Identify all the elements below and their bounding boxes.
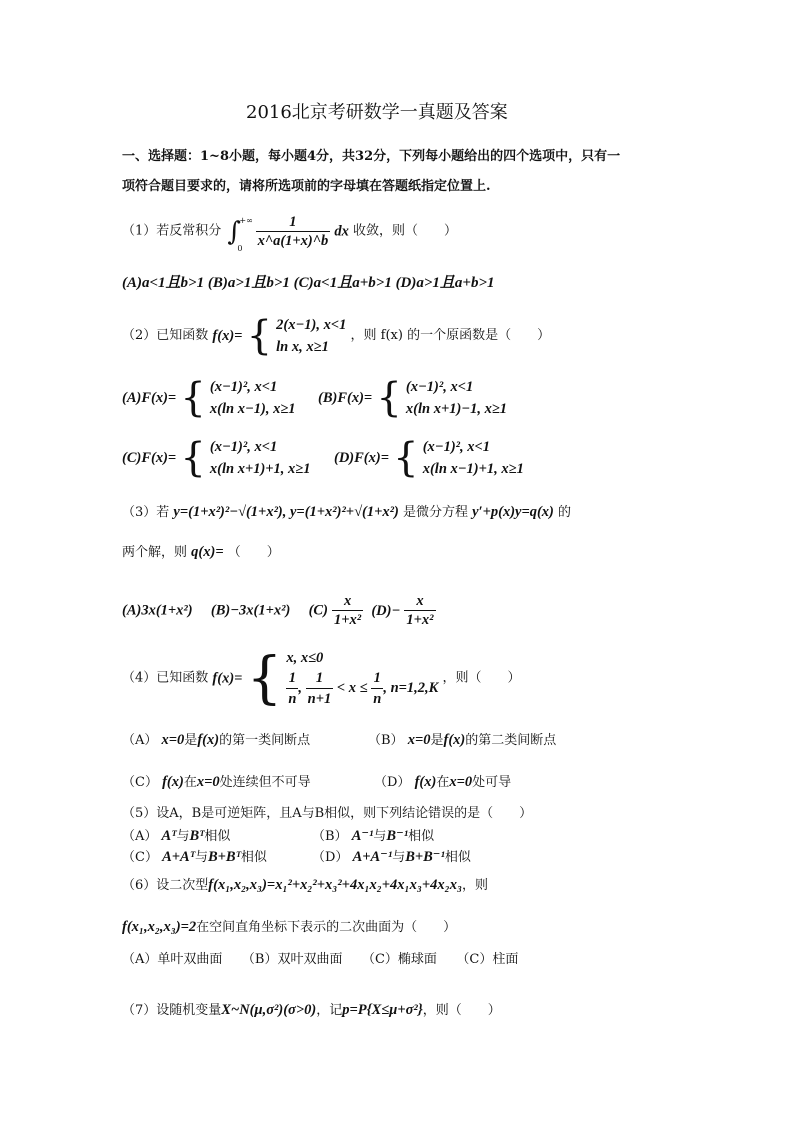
q5-optB-b: 相似 [408,829,435,844]
q3-line2-a: 两个解，则 [122,545,188,560]
q4-optA-m: x=0 [161,732,185,748]
q3-optC-frac [332,592,363,629]
q4-comma: , [298,679,303,696]
q2-case-2: ln x, x≥1 [276,339,329,355]
q4-tail: , n=1,2,K [383,679,439,696]
q4-optC-a: 在 [183,775,197,790]
q4-optB-f: f(x) [443,732,466,748]
q4-lt: < x ≤ [336,679,368,696]
q3-line2-c: （ ） [227,545,280,560]
section-header-line1: 一、选择题：1~8小题，每小题4分，共32分，下列每小题给出的四个选项中，只有一 [122,149,621,164]
q2-optB-cases [406,376,507,420]
q6-line2-text: 在空间直角坐标下表示的二次曲面为（ ） [196,920,457,935]
q4-suffix: ，则（ ） [442,670,521,686]
question-2-stem [122,314,550,362]
q1-dx: dx [334,223,349,240]
q2-optC-brace: { [180,435,206,481]
q3-line2-b: q(x)= [191,544,224,560]
q4-frac1-num: 1 [286,668,298,689]
q4-case-1: x, x≤0 [286,650,324,666]
q5-optC-m2: B+Bᵀ [207,849,241,865]
q2-optD-cases [423,436,524,480]
q2-f-lhs: f(x)= [212,328,243,344]
q2-prefix: （2）已知函数 [122,328,209,343]
q5-optD-label: （D） [312,850,349,865]
q5-optC-a: 与 [194,850,208,865]
q2-brace: { [246,313,273,359]
q5-optC-m1: A+Aᵀ [162,849,195,865]
q2-optB-label: (B)F(x)= [318,390,373,406]
q6-line2-m: f(x₁,x₂,x₃)=2 [122,919,197,935]
question-6-stem [122,876,488,895]
q4-optB-b: 的第二类间断点 [465,733,557,748]
q3-de: y′+p(x)y=q(x) [472,504,554,520]
q2-cases [276,314,346,358]
q1-prefix: （1）若反常积分 [122,223,222,239]
page-title: 2016北京考研数学一真题及答案 [246,102,508,123]
q3-mid: 是微分方程 [402,505,468,520]
q2-optA-label: (A)F(x)= [122,390,177,406]
q4-optD-f: f(x) [414,774,437,790]
q4-optA-a: 是 [184,733,198,748]
q5-optB-m1: A⁻¹ [351,828,374,844]
q3-optD-num: x [404,592,435,611]
q2-suffix: ，则 f(x) 的一个原函数是（ ） [350,328,551,343]
q4-optC-f: f(x) [162,774,184,790]
question-1-options: (A)a<1且b>1 (B)a>1且b>1 (C)a<1且a+b>1 (D)a>1且a+b>1 [122,275,495,291]
q2-optD-case-2: x(ln x−1)+1, x≥1 [422,461,524,477]
q4-optA-f: f(x) [197,732,220,748]
q4-frac1-den: n [288,691,297,707]
question-6-options: （A）单叶双曲面 （B）双叶双曲面 （C）椭球面 （C）柱面 [122,952,519,967]
q4-optB-label: （B） [368,733,404,748]
q3-optD-label: (D)− [371,602,401,619]
q1-frac-den: x^a(1+x)^b [257,233,329,249]
q7-m1: X~N(μ,σ²)(σ>0) [221,1002,317,1018]
q5-optA-m1: Aᵀ [161,828,177,844]
q2-optA-cases [210,376,296,420]
q5-optA-a: 与 [176,829,190,844]
q2-optA-brace: { [180,375,206,421]
q2-optD-case-1: (x−1)², x<1 [422,439,491,455]
q2-optC-case-2: x(ln x+1)+1, x≥1 [209,461,311,477]
q5-optD-b: 相似 [444,850,471,865]
q4-option-c [122,773,311,792]
section-header-line2: 项符合题目要求的，请将所选项前的字母填在答题纸指定位置上. [122,179,491,194]
q3-optD-den: 1+x² [406,612,434,628]
q5-optC-label: （C） [122,850,158,865]
q3-prefix: （3）若 [122,505,170,520]
question-1-stem [122,213,457,253]
q3-optC-den: 1+x² [334,612,362,628]
question-3-options [122,592,436,632]
q4-case-2 [286,668,438,709]
q4-optD-m: x=0 [449,774,473,790]
q5-optA-b: 相似 [204,829,231,844]
q2-optB-brace: { [376,375,402,421]
q4-optC-label: （C） [122,775,158,790]
q5-option-d [312,848,471,867]
q3-optD-frac [404,592,435,629]
q4-f-lhs: f(x)= [212,670,243,687]
q2-option-a [122,376,296,422]
q1-suffix: 收敛，则（ ） [353,223,458,239]
integral-upper: +∞ [239,215,253,225]
q5-option-c [122,848,267,867]
q1-frac-num: 1 [256,213,331,232]
q2-optC-cases [210,436,311,480]
q4-prefix: （4）已知函数 [122,670,209,686]
question-4-stem [122,645,521,711]
question-3-line2 [122,543,280,562]
q2-option-b [318,376,507,422]
q7-m2: p=P{X≤μ+σ²} [342,1002,423,1018]
q4-optB-m: x=0 [407,732,431,748]
q4-optD-label: （D） [374,775,411,790]
question-3-stem [122,503,571,522]
q2-optB-case-2: x(ln x+1)−1, x≥1 [405,401,508,417]
question-7-stem [122,1001,501,1020]
q4-cases [286,648,438,709]
question-5-stem: （5）设A，B是可逆矩阵，且A与B相似，则下列结论错误的是（ ） [122,806,533,821]
q5-optC-b: 相似 [240,850,267,865]
q2-optC-case-1: (x−1)², x<1 [209,439,278,455]
q5-optD-m2: B+B⁻¹ [405,849,445,865]
q7-prefix: （7）设随机变量 [122,1003,222,1018]
q4-optA-b: 的第一类间断点 [219,733,311,748]
q4-optC-b: 处连续但不可导 [219,775,311,790]
q2-optA-case-2: x(ln x−1), x≥1 [209,401,296,417]
q3-end: 的 [558,505,572,520]
q4-frac2-den: n+1 [307,691,332,707]
q4-optD-b: 处可导 [472,775,512,790]
q3-eq: y=(1+x²)²−√(1+x²), y=(1+x²)²+√(1+x²) [173,504,399,520]
q5-optB-a: 与 [373,829,387,844]
q4-option-d [374,773,511,792]
q5-optA-label: （A） [122,829,158,844]
q7-suffix: ，则（ ） [422,1003,501,1018]
q7-mid: ，记 [316,1003,343,1018]
q3-optB: (B)−3x(1+x²) [210,602,291,619]
q4-frac2-num: 1 [306,668,334,689]
q4-option-a [122,731,310,750]
q6-prefix: （6）设二次型 [122,878,209,893]
q6-suffix: ，则 [462,878,489,893]
q5-optD-m1: A+A⁻¹ [352,849,393,865]
q4-option-b [368,731,556,750]
q5-option-b [312,827,434,846]
q2-optB-case-1: (x−1)², x<1 [405,379,474,395]
q2-case-1: 2(x−1), x<1 [276,317,347,333]
q1-fraction [256,213,331,250]
q4-optD-a: 在 [436,775,450,790]
q4-brace: { [246,645,283,711]
q2-option-c [122,436,311,482]
question-6-line2 [122,918,456,937]
q4-frac3-num: 1 [371,668,383,689]
q5-optD-a: 与 [392,850,406,865]
q4-optC-m: x=0 [196,774,220,790]
q2-optC-label: (C)F(x)= [122,450,177,466]
q6-form: f(x₁,x₂,x₃)=x₁²+x₂²+x₃²+4x₁x₂+4x₁x₃+4x₂x₃ [208,877,463,893]
q2-optD-brace: { [393,435,419,481]
q4-optB-a: 是 [430,733,444,748]
integral-sign: ∫ +∞ 0 [225,216,251,248]
q2-optA-case-1: (x−1)², x<1 [209,379,278,395]
q3-optA: (A)3x(1+x²) [122,602,193,619]
q3-optC-num: x [332,592,363,611]
q2-option-d [334,436,524,482]
q2-optD-label: (D)F(x)= [334,450,389,466]
q5-optA-m2: Bᵀ [189,828,205,844]
q5-optB-m2: B⁻¹ [386,828,409,844]
integral-lower: 0 [237,243,243,253]
q3-optC-label: (C) [308,602,328,619]
q5-option-a [122,827,230,846]
q5-optB-label: （B） [312,829,348,844]
q4-optA-label: （A） [122,733,158,748]
q4-frac3-den: n [373,691,382,707]
